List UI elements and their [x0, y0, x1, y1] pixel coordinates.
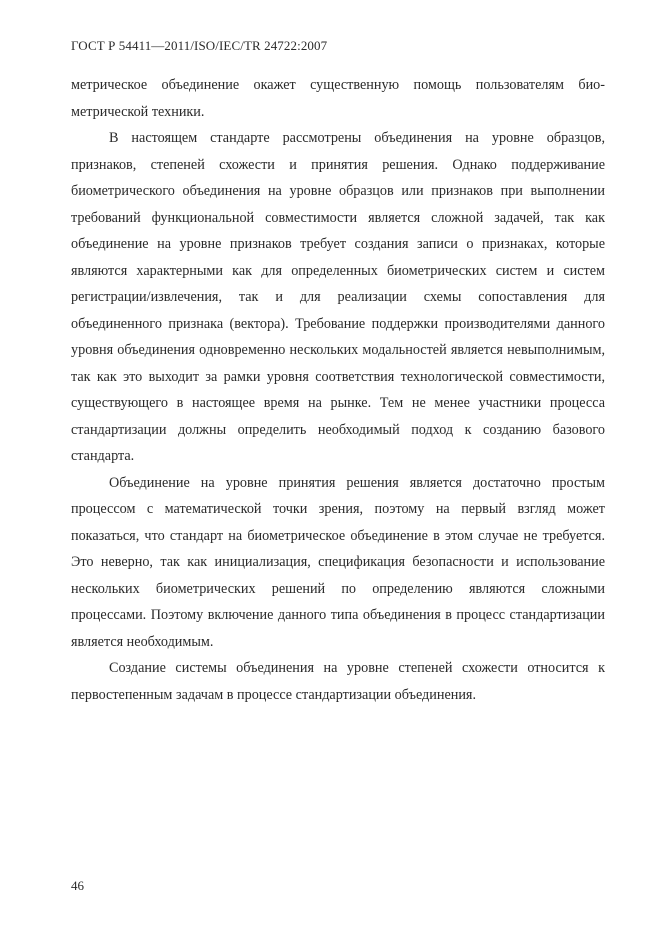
standard-header: ГОСТ Р 54411—2011/ISO/IEC/TR 24722:2007: [71, 38, 328, 53]
document-body: [71, 72, 605, 708]
paragraph-fusion-levels: В настоящем стандарте рассмотрены объединения на уровне образцов, признаков, степеней схожести и принятия решения. Однако поддерживание биометрического объединения на уровне образцов или признаков при выполнении требований функциональной совместимости является сложной задачей, так как объединение на уровне признаков требует создания записи о признаках, которые являются характерными как для определенных биометрических систем и систем регистрации/извлечения, так и для реализации схемы сопоставления для объединенного признака (вектора). Требование поддержки производителями данного уровня объединения одновременно нескольких модальностей является невыполнимым, так как это выходит за рамки уровня соответствия технологической совместимости, существующего в настоящее время на рынке. Тем не менее участники процесса стандартизации должны определить необходимый подход к созданию базового стандарта.: [71, 130, 605, 464]
page-number: 46: [71, 878, 84, 893]
paragraph-score-level: Создание системы объединения на уровне степеней схожести относится к первостепенным задачам в процессе стандартизации объединения.: [71, 660, 605, 703]
paragraph-decision-level: Объединение на уровне принятия решения является достаточно простым процессом с математической точки зрения, поэтому на первый взгляд может показаться, что стандарт на биометрическое объединение в этом случае не требуется. Это неверно, так как инициализация, спецификация безопасности и использование нескольких биометрических решений по определению являются сложными процессами. Поэтому включение данного типа объединения в процесс стандартизации является необходимым.: [71, 474, 605, 650]
paragraph-continuation: метрическое объединение окажет существенную помощь пользователям биометрической техники.: [71, 77, 605, 120]
